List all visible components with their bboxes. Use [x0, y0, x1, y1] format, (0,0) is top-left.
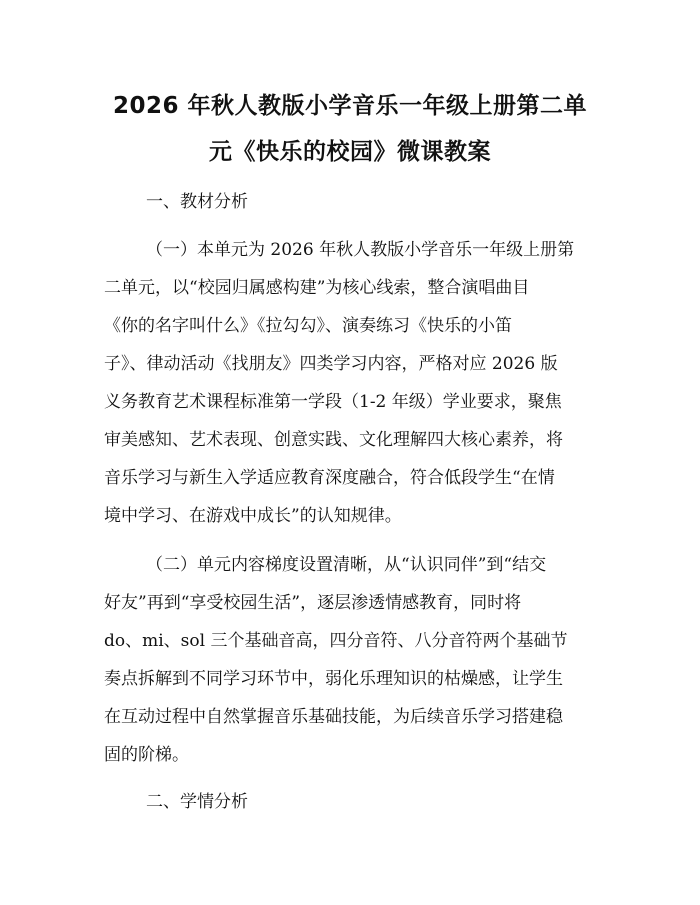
document-title-line-2: 元《快乐的校园》微课教案	[209, 139, 491, 165]
paragraph-1-line: 二单元，以“校园归属感构建”为核心线索，整合演唱曲目	[104, 278, 530, 298]
paragraph-1-line: 子》、律动活动《找朋友》四类学习内容，严格对应 2026 版	[104, 354, 558, 374]
paragraph-1-line: （一）本单元为 2026 年秋人教版小学音乐一年级上册第	[146, 240, 575, 260]
paragraph-2-line: 在互动过程中自然掌握音乐基础技能，为后续音乐学习搭建稳	[104, 707, 563, 727]
paragraph-1-line: 《你的名字叫什么》《拉勾勾》、演奏练习《快乐的小笛	[104, 316, 512, 336]
paragraph-2-line: 好友”再到“享受校园生活”，逐层渗透情感教育，同时将	[104, 593, 522, 613]
document-title-line-1: 2026 年秋人教版小学音乐一年级上册第二单	[112, 93, 588, 119]
section-heading-materials: 一、教材分析	[146, 192, 248, 212]
paragraph-2-line: 固的阶梯。	[104, 745, 189, 765]
paragraph-1-line: 境中学习、在游戏中成长”的认知规律。	[104, 506, 402, 526]
paragraph-1-line: 义务教育艺术课程标准第一学段（1-2 年级）学业要求，聚焦	[104, 392, 562, 412]
paragraph-1-line: 音乐学习与新生入学适应教育深度融合，符合低段学生“在情	[104, 468, 555, 488]
paragraph-2-line: 奏点拆解到不同学习环节中，弱化乐理知识的枯燥感，让学生	[104, 669, 563, 689]
paragraph-1-line: 审美感知、艺术表现、创意实践、文化理解四大核心素养，将	[104, 430, 563, 450]
paragraph-2-line: do、mi、sol 三个基础音高，四分音符、八分音符两个基础节	[104, 631, 568, 651]
section-heading-learners: 二、学情分析	[146, 792, 248, 812]
paragraph-2-line: （二）单元内容梯度设置清晰，从“认识同伴”到“结交	[146, 555, 547, 575]
